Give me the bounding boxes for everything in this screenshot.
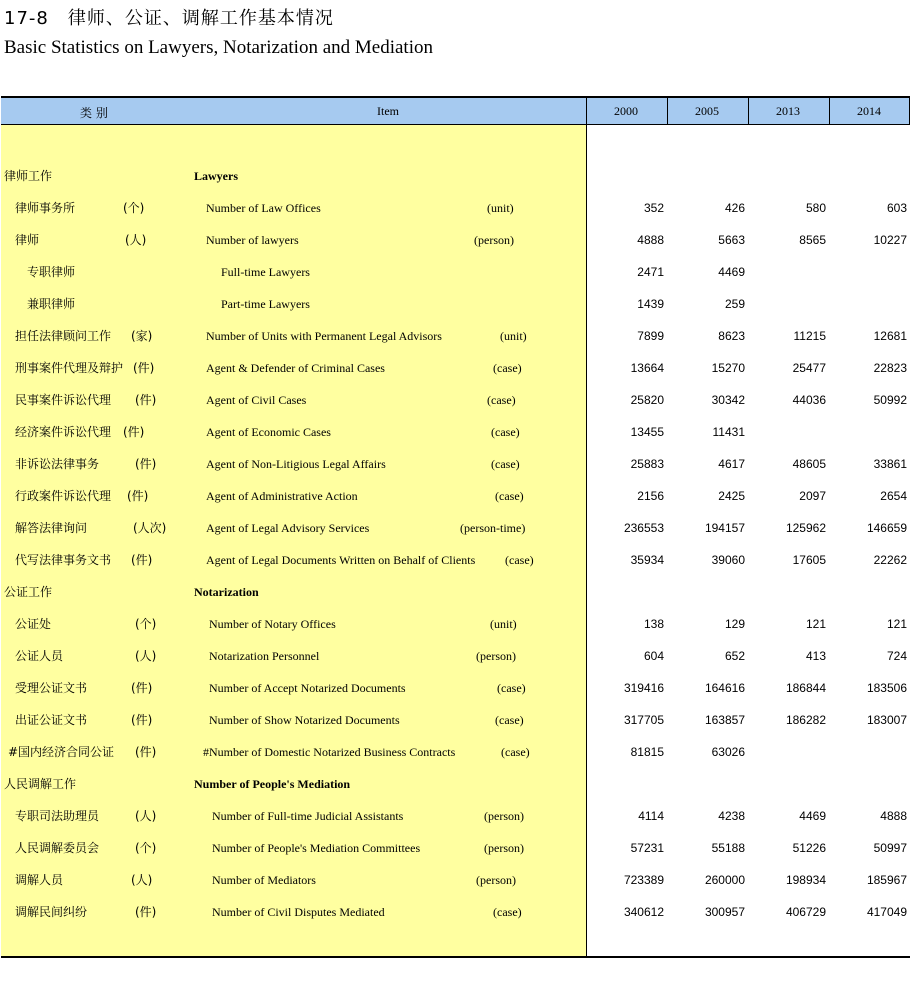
table-header [1, 96, 910, 125]
item-en: Agent of Civil Cases [206, 393, 307, 407]
table-row [0, 616, 911, 648]
table-row [0, 872, 911, 904]
category-cn: 兼职律师 [27, 297, 76, 311]
unit-en: (unit) [487, 201, 514, 215]
value-2000: 25883 [630, 457, 664, 471]
value-2013: 186844 [785, 681, 826, 695]
value-2013: 413 [805, 649, 826, 663]
value-2014: 50992 [873, 393, 907, 407]
value-2014: 146659 [866, 521, 907, 535]
unit-en: (case) [505, 553, 534, 567]
value-2000: 236553 [623, 521, 664, 535]
unit-cn: (人) [135, 649, 157, 663]
table-row [0, 264, 911, 296]
table-row [0, 392, 911, 424]
value-2005: 5663 [718, 233, 745, 247]
unit-en: (person) [484, 841, 524, 855]
table-row [0, 680, 911, 712]
value-2000: 81815 [630, 745, 664, 759]
table-title-english: Basic Statistics on Lawyers, Notarization and Mediation [4, 37, 433, 58]
category-cn: 公证人员 [15, 649, 64, 663]
unit-cn: (个) [135, 617, 157, 631]
value-2000: 340612 [623, 905, 664, 919]
section-row [0, 776, 911, 808]
category-cn: 调解人员 [15, 873, 64, 887]
item-en: Number of People's Mediation Committees [212, 841, 421, 855]
value-2005: 8623 [718, 329, 745, 343]
value-2014: 12681 [873, 329, 907, 343]
item-en: Notarization [194, 585, 259, 599]
value-2014: 10227 [873, 233, 907, 247]
unit-en: (case) [497, 681, 526, 695]
unit-en: (person) [474, 233, 514, 247]
table-row [0, 360, 911, 392]
item-en: Agent of Administrative Action [206, 489, 358, 503]
category-cn: 专职律师 [27, 265, 76, 279]
value-2013: 8565 [799, 233, 826, 247]
unit-en: (case) [501, 745, 530, 759]
table-row [0, 552, 911, 584]
value-2014: 22262 [873, 553, 907, 567]
value-2005: 15270 [711, 361, 745, 375]
category-cn: 律师 [15, 233, 40, 247]
section-row [0, 584, 911, 616]
value-2013: 44036 [792, 393, 826, 407]
item-en: Number of lawyers [206, 233, 299, 247]
category-cn: 人民调解委员会 [15, 841, 100, 855]
value-2005: 30342 [711, 393, 745, 407]
value-2005: 39060 [711, 553, 745, 567]
value-2005: 63026 [711, 745, 745, 759]
value-2000: 352 [643, 201, 664, 215]
value-2013: 186282 [785, 713, 826, 727]
value-2013: 51226 [792, 841, 826, 855]
unit-en: (person) [476, 873, 516, 887]
value-2005: 194157 [704, 521, 745, 535]
unit-en: (unit) [490, 617, 517, 631]
category-cn: 受理公证文书 [15, 681, 88, 695]
category-cn: 民事案件诉讼代理 [15, 393, 112, 407]
value-2005: 4238 [718, 809, 745, 823]
value-2000: 4888 [637, 233, 664, 247]
unit-en: (person) [484, 809, 524, 823]
value-2000: 13664 [630, 361, 664, 375]
unit-en: (case) [493, 905, 522, 919]
value-2014: 22823 [873, 361, 907, 375]
header-divider [667, 96, 668, 125]
value-2000: 604 [643, 649, 664, 663]
header-divider [909, 96, 910, 125]
unit-cn: (人) [131, 873, 153, 887]
table-row [0, 424, 911, 456]
value-2005: 163857 [704, 713, 745, 727]
table-row [0, 840, 911, 872]
unit-cn: (个) [135, 841, 157, 855]
category-cn: 专职司法助理员 [15, 809, 100, 823]
value-2014: 183506 [866, 681, 907, 695]
value-2000: 2156 [637, 489, 664, 503]
unit-en: (case) [495, 489, 524, 503]
unit-cn: (人) [135, 809, 157, 823]
item-en: Agent & Defender of Criminal Cases [206, 361, 385, 375]
unit-en: (person-time) [460, 521, 526, 535]
category-cn: 担任法律顾问工作 [15, 329, 112, 343]
item-en: Agent of Legal Advisory Services [206, 521, 370, 535]
table-row [0, 648, 911, 680]
unit-cn: (件) [131, 681, 153, 695]
table-row [0, 296, 911, 328]
unit-cn: (件) [135, 745, 157, 759]
value-2000: 25820 [630, 393, 664, 407]
header-divider [748, 96, 749, 125]
unit-en: (person) [476, 649, 516, 663]
category-cn: 公证工作 [4, 585, 53, 599]
header-year-2014: 2014 [857, 104, 881, 118]
table-row [0, 904, 911, 936]
item-en: Number of Show Notarized Documents [209, 713, 400, 727]
unit-cn: (件) [123, 425, 145, 439]
value-2014: 603 [886, 201, 907, 215]
item-en: Number of Notary Offices [209, 617, 336, 631]
table-row [0, 488, 911, 520]
table-row [0, 456, 911, 488]
value-2005: 259 [724, 297, 745, 311]
value-2000: 317705 [623, 713, 664, 727]
item-en: #Number of Domestic Notarized Business Contracts [203, 745, 456, 759]
value-2000: 35934 [630, 553, 664, 567]
category-cn: 行政案件诉讼代理 [15, 489, 112, 503]
category-cn: #国内经济合同公证 [8, 745, 115, 759]
value-2000: 1439 [637, 297, 664, 311]
value-2000: 7899 [637, 329, 664, 343]
unit-cn: (件) [131, 713, 153, 727]
unit-en: (case) [491, 425, 520, 439]
category-cn: 解答法律询问 [15, 521, 88, 535]
unit-cn: (件) [131, 553, 153, 567]
value-2013: 121 [805, 617, 826, 631]
category-cn: 人民调解工作 [4, 777, 77, 791]
category-cn: 经济案件诉讼代理 [15, 425, 112, 439]
value-2000: 319416 [623, 681, 664, 695]
table-row [0, 232, 911, 264]
value-2005: 2425 [718, 489, 745, 503]
section-row [0, 168, 911, 200]
unit-en: (case) [487, 393, 516, 407]
value-2014: 2654 [880, 489, 907, 503]
unit-cn: (人) [125, 233, 147, 247]
value-2013: 4469 [799, 809, 826, 823]
value-2014: 50997 [873, 841, 907, 855]
header-year-2013: 2013 [776, 104, 800, 118]
unit-cn: (个) [123, 201, 145, 215]
table-row [0, 808, 911, 840]
category-cn: 调解民间纠纷 [15, 905, 88, 919]
value-2014: 121 [886, 617, 907, 631]
value-2013: 198934 [785, 873, 826, 887]
unit-en: (case) [491, 457, 520, 471]
value-2005: 652 [724, 649, 745, 663]
category-cn: 公证处 [15, 617, 52, 631]
value-2000: 4114 [638, 809, 664, 823]
item-en: Number of Units with Permanent Legal Advisors [206, 329, 442, 343]
item-en: Number of Law Offices [206, 201, 321, 215]
header-year-2000: 2000 [614, 104, 638, 118]
value-2000: 2471 [637, 265, 664, 279]
unit-cn: (件) [127, 489, 149, 503]
unit-cn: (人次) [133, 521, 167, 535]
table-row [0, 200, 911, 232]
table-row [0, 328, 911, 360]
value-2005: 129 [724, 617, 745, 631]
value-2014: 724 [886, 649, 907, 663]
value-2000: 138 [643, 617, 664, 631]
item-en: Part-time Lawyers [221, 297, 310, 311]
value-2013: 48605 [792, 457, 826, 471]
value-2005: 164616 [704, 681, 745, 695]
value-2014: 4888 [880, 809, 907, 823]
unit-cn: (件) [133, 361, 155, 375]
category-cn: 律师事务所 [15, 201, 76, 215]
unit-cn: (件) [135, 905, 157, 919]
value-2014: 183007 [866, 713, 907, 727]
value-2013: 17605 [792, 553, 826, 567]
unit-cn: (家) [131, 329, 153, 343]
table-row [0, 712, 911, 744]
header-divider [829, 96, 830, 125]
category-cn: 代写法律事务文书 [15, 553, 112, 567]
unit-en: (case) [495, 713, 524, 727]
value-2005: 300957 [704, 905, 745, 919]
item-en: Number of Mediators [212, 873, 316, 887]
item-en: Notarization Personnel [209, 649, 320, 663]
item-en: Full-time Lawyers [221, 265, 310, 279]
value-2013: 125962 [785, 521, 826, 535]
value-2014: 185967 [866, 873, 907, 887]
category-cn: 出证公证文书 [15, 713, 88, 727]
value-2000: 13455 [630, 425, 664, 439]
value-2013: 2097 [799, 489, 826, 503]
value-2005: 11431 [712, 425, 745, 439]
item-en: Lawyers [194, 169, 238, 183]
value-2005: 4469 [718, 265, 745, 279]
value-2014: 33861 [873, 457, 907, 471]
item-en: Agent of Economic Cases [206, 425, 331, 439]
header-category: 类 别 [80, 106, 108, 120]
value-2000: 57231 [630, 841, 664, 855]
table-title-chinese: 17-8 律师、公证、调解工作基本情况 [4, 8, 334, 29]
value-2014: 417049 [866, 905, 907, 919]
header-item: Item [377, 104, 399, 118]
unit-cn: (件) [135, 457, 157, 471]
value-2013: 580 [805, 201, 826, 215]
unit-cn: (件) [135, 393, 157, 407]
item-en: Agent of Non-Litigious Legal Affairs [206, 457, 386, 471]
value-2005: 426 [724, 201, 745, 215]
table-row [0, 520, 911, 552]
value-2000: 723389 [623, 873, 664, 887]
header-year-2005: 2005 [695, 104, 719, 118]
item-en: Number of Full-time Judicial Assistants [212, 809, 404, 823]
item-en: Number of Accept Notarized Documents [209, 681, 406, 695]
value-2005: 260000 [704, 873, 745, 887]
value-2005: 55188 [711, 841, 745, 855]
value-2005: 4617 [718, 457, 745, 471]
item-en: Number of Civil Disputes Mediated [212, 905, 385, 919]
table-bottom-rule [1, 956, 910, 958]
unit-en: (case) [493, 361, 522, 375]
value-2013: 25477 [792, 361, 826, 375]
value-2013: 406729 [785, 905, 826, 919]
value-2013: 11215 [793, 329, 826, 343]
category-cn: 非诉讼法律事务 [15, 457, 100, 471]
item-en: Agent of Legal Documents Written on Behalf of Clients [206, 553, 476, 567]
category-cn: 刑事案件代理及辩护 [15, 361, 124, 375]
unit-en: (unit) [500, 329, 527, 343]
item-en: Number of People's Mediation [194, 777, 351, 791]
category-cn: 律师工作 [4, 169, 53, 183]
table-row [0, 744, 911, 776]
